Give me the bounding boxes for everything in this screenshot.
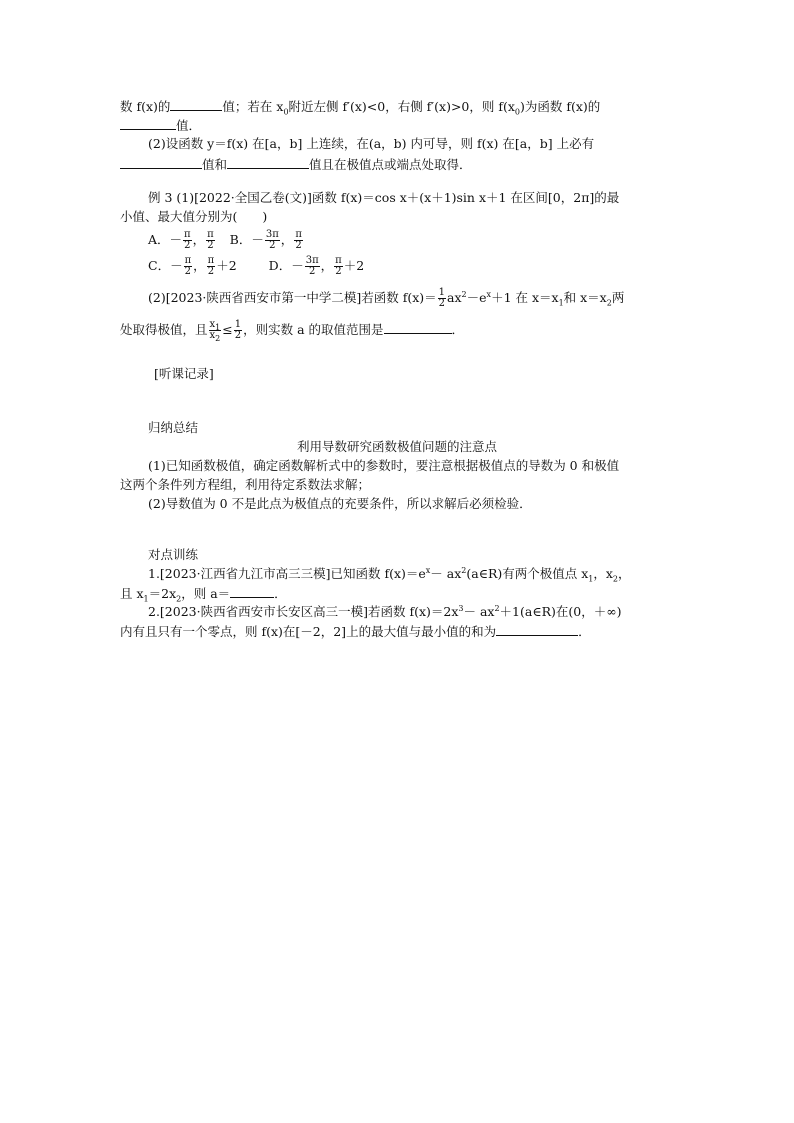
fill-blank [227, 156, 309, 169]
practice-heading: 对点训练 [148, 547, 199, 562]
subscript: 0 [283, 107, 289, 117]
text: 数 f(x)的 [120, 99, 171, 114]
subscript: 0 [514, 107, 520, 117]
fill-blank [120, 117, 176, 130]
fraction: $\frac{\pi}{2}$ [184, 255, 192, 277]
text: ， [280, 232, 294, 247]
text: (2)设函数 y＝f(x) 在[a，b] 上连续，在(a，b) 内可导，则 f(x) 在[a，b] 上必有 [148, 136, 595, 151]
text: 两 [611, 290, 625, 305]
text: 小值、最大值分别为( ) [120, 209, 268, 224]
subscript: 1 [588, 574, 594, 584]
fraction: $\frac{\pi}{2}$ [335, 255, 342, 277]
text: 值和 [202, 157, 228, 172]
superscript: x [486, 289, 492, 299]
text: －e [466, 290, 487, 305]
subscript: 2 [176, 594, 182, 604]
text: ， [193, 258, 206, 273]
text: 例 3 (1)[2022·全国乙卷(文)]函数 f(x)＝cos x＋(x＋1)sin x＋1 在区间[0，2π]的最 [148, 190, 620, 205]
text-line: (2)导数值为 0 不是此点为极值点的充要条件，所以求解后必须检验． [148, 496, 532, 511]
summary-heading: 归纳总结 [148, 420, 199, 435]
text: (2)[2023·陕西省西安市第一中学二模]若函数 f(x)＝ [148, 290, 437, 305]
notes-label: [听课记录] [154, 366, 214, 381]
text-line [120, 117, 201, 134]
text: 和 x＝x [563, 290, 607, 305]
option-b-label: B．－ [229, 232, 264, 247]
fill-blank [170, 98, 222, 111]
superscript: x [425, 565, 431, 575]
fraction: $\frac{3\pi}{2}$ [305, 255, 319, 277]
text: 附近左侧 f′(x)<0，右侧 f′(x)>0，则 f(x [288, 99, 515, 114]
text: ， [320, 258, 334, 273]
fraction: $\frac{\pi}{2}$ [184, 229, 191, 251]
option-a-label: A．－ [148, 232, 183, 247]
summary-title: 利用导数研究函数极值问题的注意点 [296, 439, 497, 454]
text: 值且在极值点或端点处取得． [309, 157, 472, 172]
superscript: 2 [461, 289, 467, 299]
fraction: $\frac{\pi}{2}$ [207, 255, 215, 277]
text-line [120, 320, 464, 341]
text: ． [451, 322, 465, 337]
fill-blank [496, 623, 578, 636]
text-line: 1.[2023·江西省九江市高三三模]已知函数 $f(x)=e^x-$ $ax^2(a\in R)$有两个极值点 $x_1$，$x_2$， [148, 565, 631, 584]
text: ＋2 [216, 258, 237, 273]
fill-blank [384, 321, 452, 334]
superscript: 2 [494, 603, 500, 613]
superscript: 3 [458, 603, 464, 613]
text-line: 内有且只有一个零点，则 f(x)在[－2，2]上的最大值与最小值的和为 ． [120, 624, 591, 639]
fraction: $\frac{1}{2}$ [438, 287, 446, 309]
superscript: 2 [461, 565, 467, 575]
text-line [120, 156, 472, 173]
text: )为函数 f(x)的 [520, 99, 601, 114]
option-row-ab [148, 230, 304, 251]
text: ax [447, 290, 462, 305]
text: ≤ [222, 322, 233, 337]
fraction: $\frac{3\pi}{2}$ [265, 229, 279, 251]
fraction: $\frac{\pi}{2}$ [207, 229, 214, 251]
text: ＋2 [343, 258, 365, 273]
text: 值． [176, 118, 202, 133]
text-line: 且 $x_1=2x_2$，则 a＝ ． [120, 586, 287, 604]
text: 值；若在 x [222, 99, 284, 114]
option-d-label: D．－ [268, 258, 304, 273]
text-line [148, 136, 594, 152]
text: ＋1 在 x＝x [491, 290, 559, 305]
subscript: 1 [143, 594, 149, 604]
fraction: $\frac{1}{2}$ [234, 319, 242, 341]
fill-blank [120, 156, 202, 169]
text-line [148, 190, 619, 206]
subscript: 2 [606, 298, 612, 308]
subscript: 1 [558, 298, 564, 308]
text-line [148, 288, 624, 309]
fraction: $\frac{x_1}{x_2}$ [209, 319, 221, 343]
text-line [120, 98, 600, 115]
fraction: $\frac{\pi}{2}$ [295, 229, 302, 251]
text: ，则实数 a 的取值范围是 [243, 322, 384, 337]
option-row-cd [148, 256, 364, 277]
text-line [120, 209, 267, 225]
text: 处取得极值，且 [120, 322, 208, 337]
subscript: 2 [612, 574, 619, 584]
option-c-label: C．－ [148, 258, 183, 273]
text-line: (1)已知函数极值，确定函数解析式中的参数时，要注意根据极值点的导数为 0 和极值 [148, 458, 620, 473]
text-line: 这两个条件列方程组，利用待定系数法求解； [120, 477, 371, 492]
text: ， [192, 232, 206, 247]
fill-blank [230, 585, 274, 598]
text-line: 2.[2023·陕西省西安市长安区高三一模]若函数 $f(x)=2x^3-$ $ax^2+1(a\in R)$在(0，＋∞) [148, 603, 622, 619]
